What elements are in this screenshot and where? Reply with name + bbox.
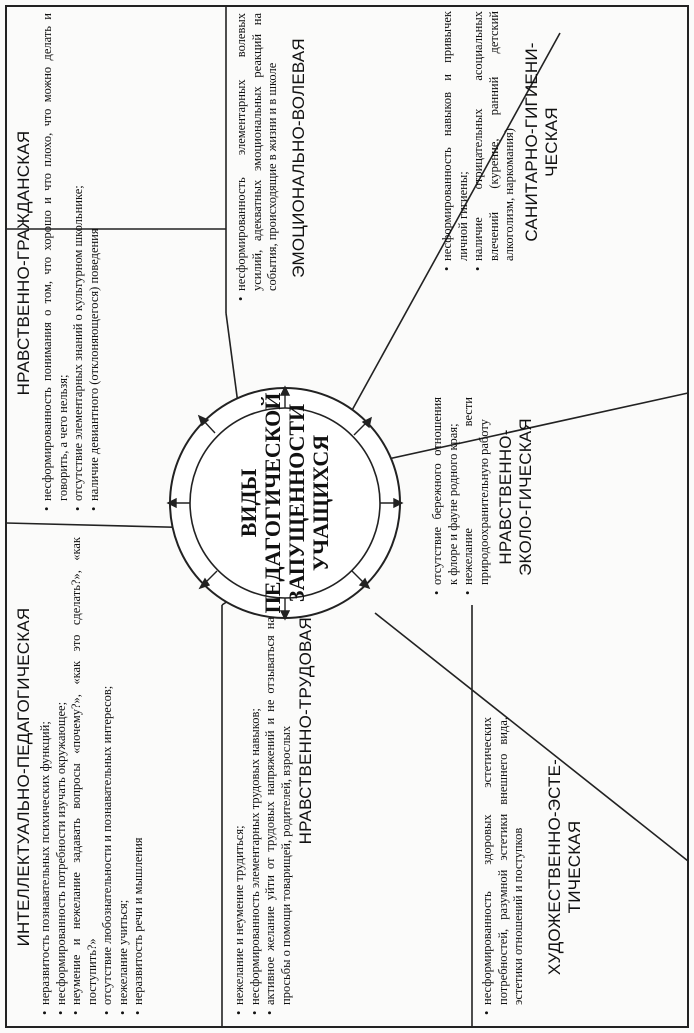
category-items [480,717,527,1017]
category-civic [14,13,214,513]
category-intellectual [14,537,214,1017]
center-line: УЧАЩИХСЯ [308,434,333,572]
category-items [234,13,281,303]
category-title: НРАВСТВЕННО-ГРАЖДАНСКАЯ [14,130,33,396]
category-title: ИНТЕЛЛЕКТУАЛЬНО-ПЕДАГОГИЧЕСКАЯ [14,607,33,947]
category-items [430,397,492,597]
list-item: • несформированность элементарных волевых усилий, адекватных эмоциональных реакций на события, происходящие в жизни и в школе [234,13,281,291]
center-title [205,392,365,614]
category-title: НРАВСТВЕННО-ЭКОЛО-ГИЧЕСКАЯ [496,418,535,576]
list-item: • неразвитость речи и мышления [131,537,147,1005]
list-item: • нежелание и неумение трудиться; [232,617,248,1005]
category-title: ХУДОЖЕСТВЕННО-ЭСТЕ-ТИЧЕСКАЯ [544,758,584,976]
list-item: • несформированность понимания о том, что хорошо и что плохо, что можно делать и говорить, а чего нельзя; [40,13,71,501]
category-items [232,617,294,1017]
list-item: • неумение и нежелание задавать вопросы «почему?», «как это сделать?», «как поступить?» [69,537,100,1005]
center-line: ВИДЫ [236,468,261,538]
list-item: • отсутствие элементарных знаний о культурном школьнике; [71,13,87,501]
list-item: • нежелание вести природоохранительную работу [461,397,492,585]
category-aesthetic [480,717,680,1017]
list-item: • несформированность навыков и привычек личной гигиены; [440,11,471,261]
category-title: НРАВСТВЕННО-ТРУДОВАЯ [296,617,315,845]
list-item: • несформированность здоровых эстетических потребностей, разумной эстетики внешнего вида, эстетики отношений и поступков [480,717,527,1005]
list-item: • наличие отрицательных асоциальных влечений (курение, ранний детский алкоголизм, наркомания) [471,11,518,261]
list-item: • отсутствие любознательности и познавательных интересов; [100,537,116,1005]
category-title: ЭМОЦИОНАЛЬНО-ВОЛЕВАЯ [288,38,308,278]
category-sanitary [440,11,680,273]
list-item: • активное желание уйти от трудовых напряжений и не отзываться на просьбы о помощи товарищей, родителей, взрослых [263,617,294,1005]
list-item: • отсутствие бережного отношения к флоре и фауне родного края; [430,397,461,585]
center-line: ПЕДАГОГИЧЕСКОЙ [260,392,285,614]
center-line: ЗАПУЩЕННОСТИ [284,403,309,603]
category-emotional [234,13,344,303]
category-items [40,13,102,513]
category-items [440,11,518,273]
list-item: • наличие девиантного (отклоняющегося) поведения [87,13,103,501]
list-item: • несформированность потребности изучать окружающее; [54,537,70,1005]
list-item: • несформированность элементарных трудовых навыков; [248,617,264,1005]
list-item: • неразвитость познавательных психических функций; [38,537,54,1005]
category-labor [232,617,468,1017]
category-ecological [430,397,680,597]
category-title: САНИТАРНО-ГИГИЕНИ-ЧЕСКАЯ [521,42,561,242]
list-item: • нежелание учиться; [116,537,132,1005]
category-items [38,537,147,1017]
